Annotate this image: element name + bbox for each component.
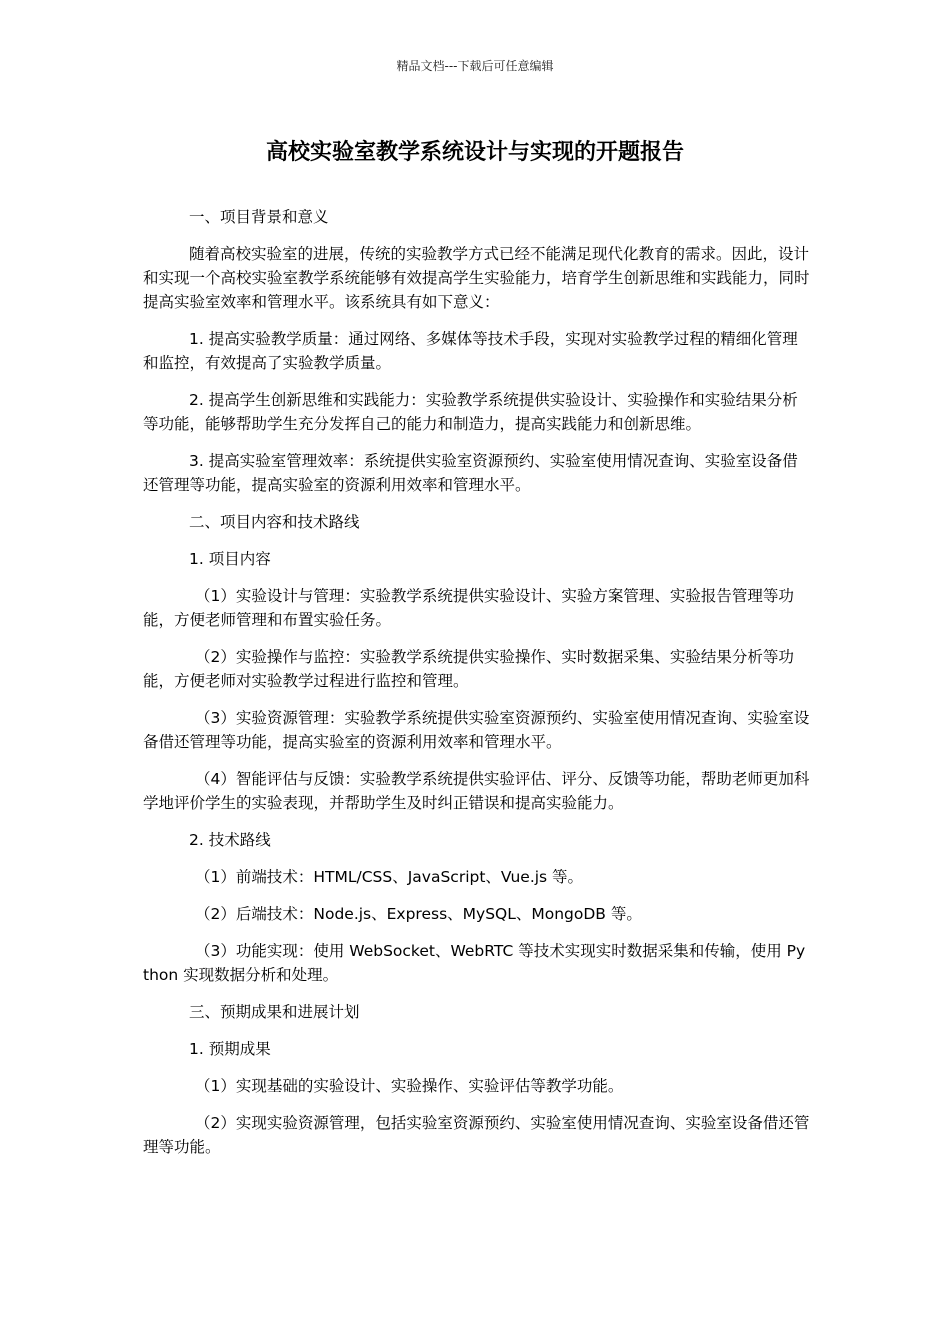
list-item: 3. 提高实验室管理效率：系统提供实验室资源预约、实验室使用情况查询、实验室设备借还管理等功能，提高实验室的资源利用效率和管理水平。 bbox=[143, 452, 798, 494]
list-item: 1. 提高实验教学质量：通过网络、多媒体等技术手段，实现对实验教学过程的精细化管理和监控，有效提高了实验教学质量。 bbox=[143, 330, 798, 372]
document-body bbox=[143, 205, 811, 1172]
list-item: 2. 提高学生创新思维和实践能力：实验教学系统提供实验设计、实验操作和实验结果分析等功能，能够帮助学生充分发挥自己的能力和制造力，提高实践能力和创新思维。 bbox=[143, 391, 798, 433]
list-item: （2）实现实验资源管理，包括实验室资源预约、实验室使用情况查询、实验室设备借还管理等功能。 bbox=[143, 1114, 810, 1156]
list-item: （1）实现基础的实验设计、实验操作、实验评估等教学功能。 bbox=[195, 1077, 624, 1095]
section-heading: 三、预期成果和进展计划 bbox=[189, 1003, 360, 1021]
list-item: （4）智能评估与反馈：实验教学系统提供实验评估、评分、反馈等功能，帮助老师更加科学地评价学生的实验表现，并帮助学生及时纠正错误和提高实验能力。 bbox=[143, 770, 810, 812]
list-item: （2）实验操作与监控：实验教学系统提供实验操作、实时数据采集、实验结果分析等功能，方便老师对实验教学过程进行监控和管理。 bbox=[143, 648, 794, 690]
list-item: （1）实验设计与管理：实验教学系统提供实验设计、实验方案管理、实验报告管理等功能，方便老师管理和布置实验任务。 bbox=[143, 587, 794, 629]
document-title: 高校实验室教学系统设计与实现的开题报告 bbox=[265, 140, 684, 165]
list-item: （3）功能实现：使用 WebSocket、WebRTC 等技术实现实时数据采集和传输，使用 Python 实现数据分析和处理。 bbox=[143, 942, 806, 984]
section-heading: 二、项目内容和技术路线 bbox=[189, 513, 360, 531]
list-item: （1）前端技术：HTML/CSS、JavaScript、Vue.js 等。 bbox=[195, 868, 584, 886]
subsection-heading: 2. 技术路线 bbox=[189, 831, 271, 849]
section-heading: 一、项目背景和意义 bbox=[189, 208, 329, 226]
list-item: （3）实验资源管理：实验教学系统提供实验室资源预约、实验室使用情况查询、实验室设备借还管理等功能，提高实验室的资源利用效率和管理水平。 bbox=[143, 709, 810, 751]
page-header-note: 精品文档---下载后可任意编辑 bbox=[396, 59, 554, 73]
subsection-heading: 1. 项目内容 bbox=[189, 550, 271, 568]
subsection-heading: 1. 预期成果 bbox=[189, 1040, 271, 1058]
list-item: （2）后端技术：Node.js、Express、MySQL、MongoDB 等。 bbox=[195, 905, 642, 923]
body-paragraph: 随着高校实验室的进展，传统的实验教学方式已经不能满足现代化教育的需求。因此，设计和实现一个高校实验室教学系统能够有效提高学生实验能力，培育学生创新思维和实践能力，同时提高实验室效率和管理水平。该系统具有如下意义： bbox=[143, 245, 810, 311]
